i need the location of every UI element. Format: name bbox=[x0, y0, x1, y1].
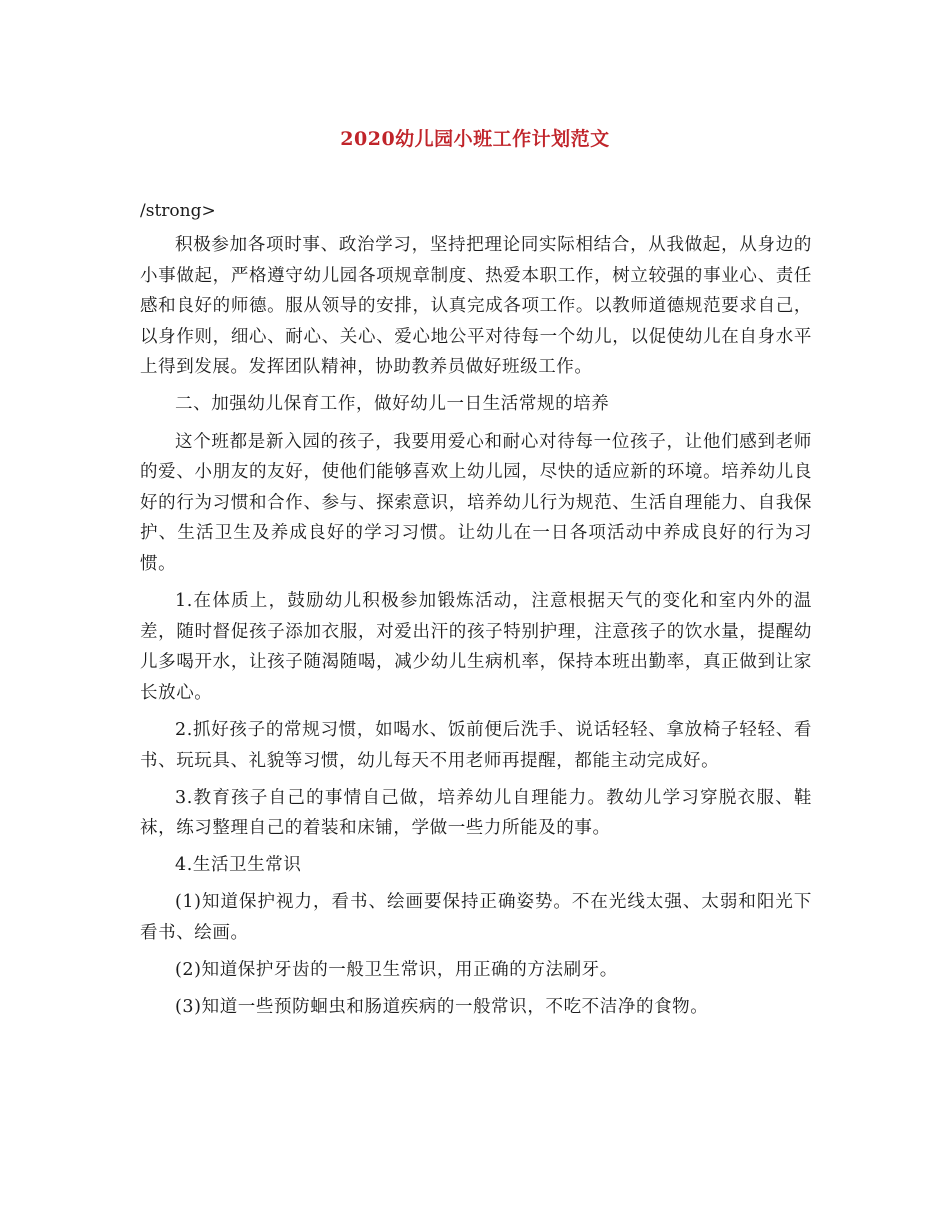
sub-item-3: (3)知道一些预防蛔虫和肠道疾病的一般常识，不吃不洁净的食物。 bbox=[175, 997, 709, 1018]
document-body bbox=[140, 196, 812, 1029]
document-title: 2020幼儿园小班工作计划范文 bbox=[340, 128, 610, 150]
list-item-1: 1.在体质上，鼓励幼儿积极参加锻炼活动，注意根据天气的变化和室内外的温差，随时督促孩子添加衣服，对爱出汗的孩子特别护理，注意孩子的饮水量，提醒幼儿多喝开水，让孩子随渴随喝，减少幼儿生病机率，保持本班出勤率，真正做到让家长放心。 bbox=[140, 591, 812, 703]
sub-item-2: (2)知道保护牙齿的一般卫生常识，用正确的方法刷牙。 bbox=[175, 960, 618, 981]
list-item-4: 4.生活卫生常识 bbox=[175, 855, 302, 876]
paragraph-2: 这个班都是新入园的孩子，我要用爱心和耐心对待每一位孩子，让他们感到老师的爱、小朋友的友好，使他们能够喜欢上幼儿园，尽快的适应新的环境。培养幼儿良好的行为习惯和合作、参与、探索意识，培养幼儿行为规范、生活自理能力、自我保护、生活卫生及养成良好的学习习惯。让幼儿在一日各项活动中养成良好的行为习惯。 bbox=[140, 431, 812, 574]
stray-tag-text: /strong> bbox=[140, 201, 216, 221]
section-heading-2: 二、加强幼儿保育工作，做好幼儿一日生活常规的培养 bbox=[175, 394, 610, 415]
sub-item-1: (1)知道保护视力，看书、绘画要保持正确姿势。不在光线太强、太弱和阳光下看书、绘画。 bbox=[140, 892, 812, 943]
list-item-3: 3.教育孩子自己的事情自己做，培养幼儿自理能力。教幼儿学习穿脱衣服、鞋袜，练习整理自己的着装和床铺，学做一些力所能及的事。 bbox=[140, 787, 812, 839]
list-item-2: 2.抓好孩子的常规习惯，如喝水、饭前便后洗手、说话轻轻、拿放椅子轻轻、看书、玩玩具、礼貌等习惯，幼儿每天不用老师再提醒，都能主动完成好。 bbox=[140, 719, 812, 771]
paragraph-1: 积极参加各项时事、政治学习，坚持把理论同实际相结合，从我做起，从身边的小事做起，严格遵守幼儿园各项规章制度、热爱本职工作，树立较强的事业心、责任感和良好的师德。服从领导的安排，认真完成各项工作。以教师道德规范要求自己，以身作则，细心、耐心、关心、爱心地公平对待每一个幼儿，以促使幼儿在自身水平上得到发展。发挥团队精神，协助教养员做好班级工作。 bbox=[140, 235, 812, 378]
